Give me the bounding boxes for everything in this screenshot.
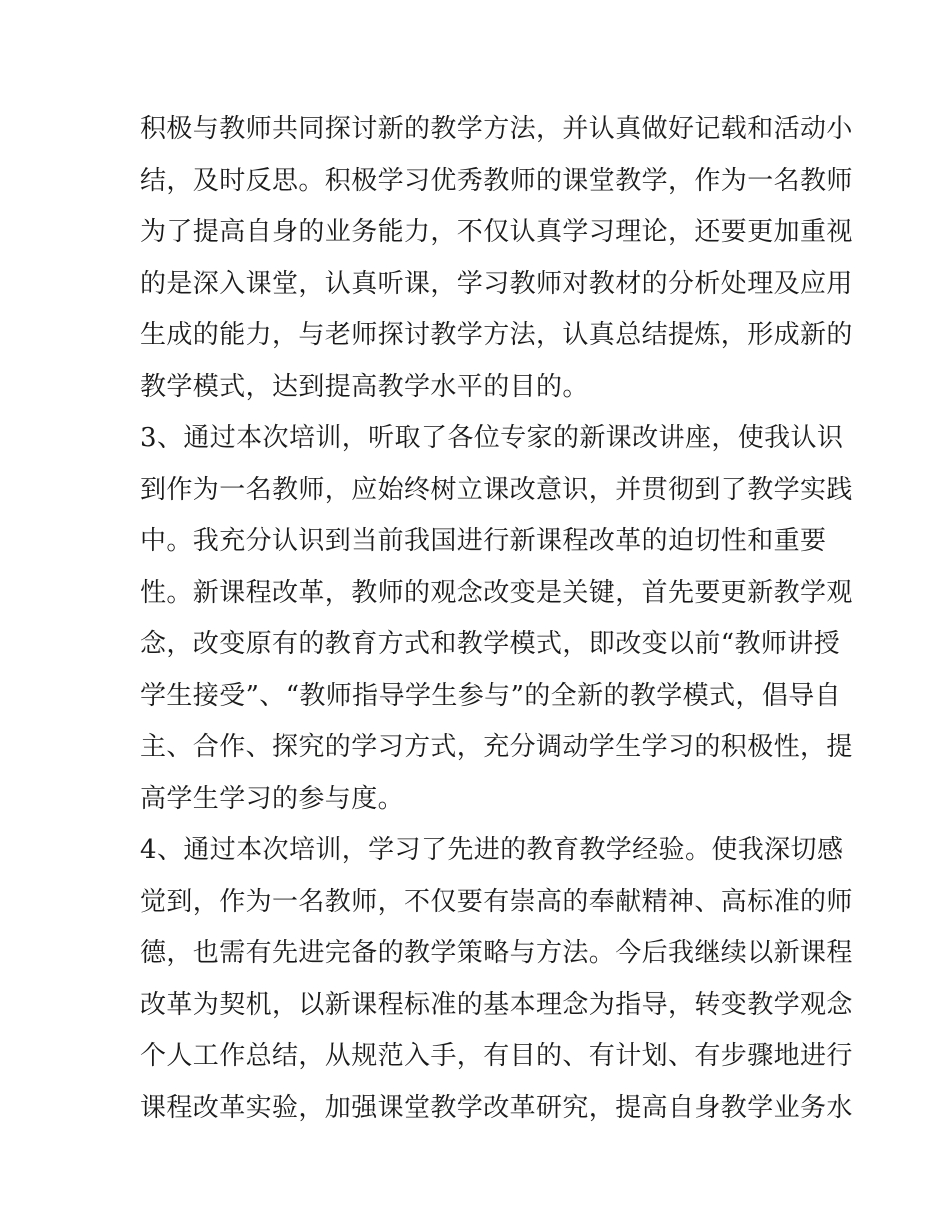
text-line: 主、合作、探究的学习方式，充分调动学生学习的积极性，提 (140, 732, 853, 762)
text-line: 学生接受”、“教师指导学生参与”的全新的教学模式，倡导自 (140, 680, 842, 711)
text-line: 性。新课程改革，教师的观念改变是关键，首先要更新教学观 (140, 577, 853, 608)
text-line: 到作为一名教师，应始终树立课改意识，并贯彻到了教学实践 (140, 474, 853, 505)
text-line: 中。我充分认识到当前我国进行新课程改革的迫切性和重要 (140, 526, 827, 556)
text-line: 觉到，作为一名教师，不仅要有崇高的奉献精神、高标准的师 (140, 886, 853, 917)
text-line: 念，改变原有的教育方式和教学模式，即改变以前“教师讲授 (140, 629, 841, 659)
text-line: 课程改革实验，加强课堂教学改革研究，提高自身教学业务水 (140, 1092, 853, 1123)
section-3-heading-line: 3、通过本次培训，听取了各位专家的新课改讲座，使我认识 (140, 423, 844, 453)
document-page (140, 104, 853, 1134)
text-line: 的是深入课堂，认真听课，学习教师对教材的分析处理及应用 (140, 268, 853, 299)
text-line: 为了提高自身的业务能力，不仅认真学习理论，还要更加重视 (140, 217, 853, 247)
text-line: 结，及时反思。积极学习优秀教师的课堂教学，作为一名教师 (140, 165, 853, 196)
text-line: 教学模式，达到提高教学水平的目的。 (140, 371, 589, 402)
text-line: 高学生学习的参与度。 (140, 783, 405, 814)
text-line: 改革为契机，以新课程标准的基本理念为指导，转变教学观念 (140, 989, 853, 1020)
text-line: 德，也需有先进完备的教学策略与方法。今后我继续以新课程 (140, 938, 853, 968)
text-line: 积极与教师共同探讨新的教学方法，并认真做好记载和活动小 (140, 114, 853, 144)
text-line: 生成的能力，与老师探讨教学方法，认真总结提炼，形成新的 (140, 320, 853, 350)
text-line: 个人工作总结，从规范入手，有目的、有计划、有步骤地进行 (140, 1041, 853, 1071)
section-4-heading-line: 4、通过本次培训，学习了先进的教育教学经验。使我深切感 (140, 835, 844, 865)
